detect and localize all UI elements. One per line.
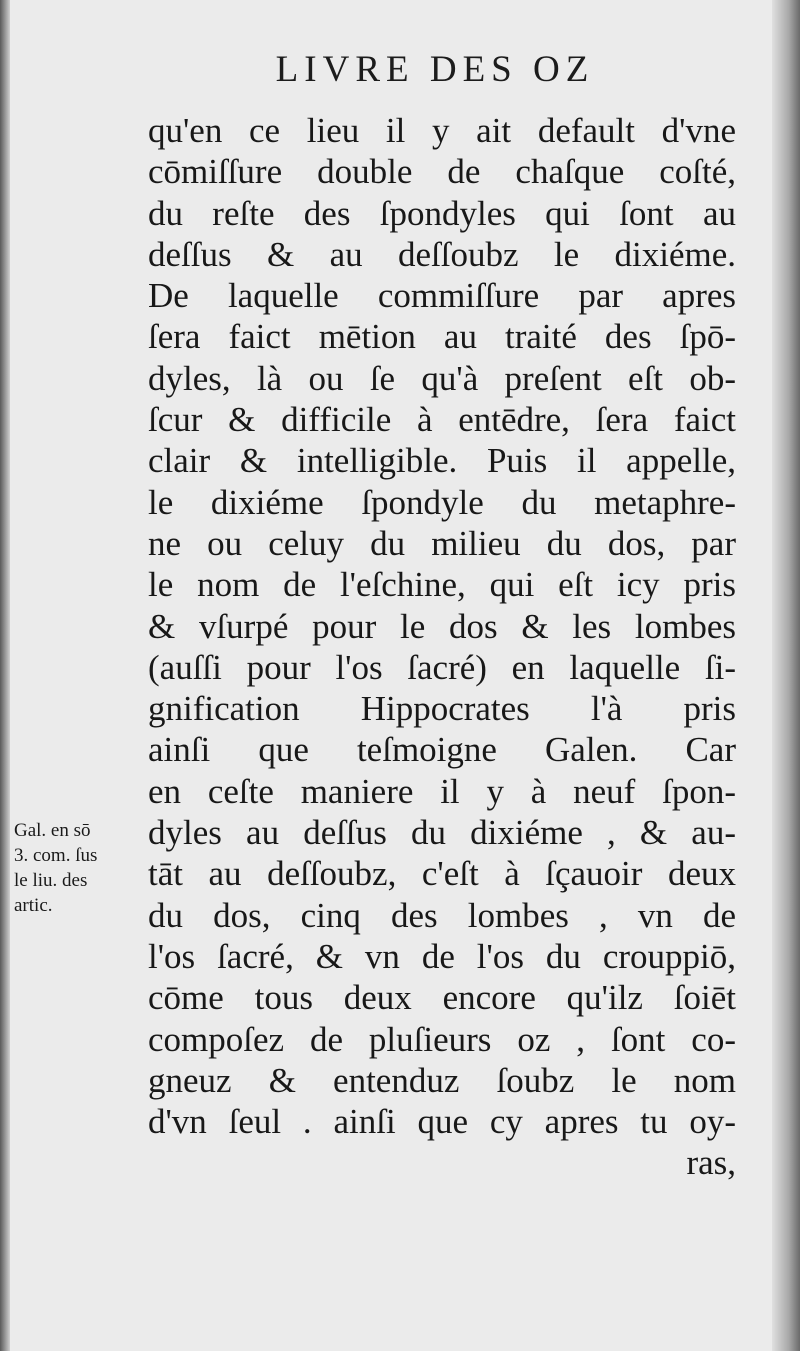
text-line: gnification Hippocrates l'à pris xyxy=(148,689,736,729)
text-line: qu'en ce lieu il y ait default d'vne xyxy=(148,111,736,150)
marginal-note-line: le liu. des xyxy=(14,870,88,891)
marginal-note-line: artic. xyxy=(14,895,53,916)
body-text xyxy=(148,110,736,1184)
marginal-note-line: Gal. en sō xyxy=(14,820,91,841)
text-line: dyles au deſſus du dixiéme , & au- xyxy=(148,813,736,853)
page-edge-shadow xyxy=(772,0,800,1351)
page-gutter-shadow xyxy=(0,0,10,1351)
text-line: compoſez de pluſieurs oz , ſont co- xyxy=(148,1019,736,1059)
text-line: & vſurpé pour le dos & les lombes xyxy=(148,606,736,646)
text-line: cōme tous deux encore qu'ilz ſoiēt xyxy=(148,978,736,1018)
text-line: du reſte des ſpondyles qui ſont au xyxy=(148,193,736,233)
text-line: ſera faict mētion au traité des ſpō- xyxy=(148,317,736,357)
text-line: cōmiſſure double de chaſque coſté, xyxy=(148,152,736,192)
text-line: deſſus & au deſſoubz le dixiéme. xyxy=(148,234,736,274)
text-line: le nom de l'eſchine, qui eſt icy pris xyxy=(148,565,736,605)
text-line: ne ou celuy du milieu du dos, par xyxy=(148,523,736,563)
marginal-note-line: 3. com. ſus xyxy=(14,845,98,866)
text-line: ſcur & difficile à entēdre, ſera faict xyxy=(148,400,736,440)
catchword: ras, xyxy=(686,1143,736,1183)
text-line: (auſſi pour l'os ſacré) en laquelle ſi- xyxy=(148,647,736,687)
text-line: l'os ſacré, & vn de l'os du crouppiō, xyxy=(148,936,736,976)
text-line: De laquelle commiſſure par apres xyxy=(148,276,736,316)
text-line: clair & intelligible. Puis il appelle, xyxy=(148,441,736,481)
text-line: ainſi que teſmoigne Galen. Car xyxy=(148,730,736,770)
text-line: d'vn ſeul . ainſi que cy apres tu oy- xyxy=(148,1102,736,1142)
text-line: tāt au deſſoubz, c'eſt à ſçauoir deux xyxy=(148,854,736,894)
text-line: dyles, là ou ſe qu'à preſent eſt ob- xyxy=(148,358,736,398)
text-line: le dixiéme ſpondyle du metaphre- xyxy=(148,482,736,522)
marginal-note xyxy=(14,818,144,918)
text-line: du dos, cinq des lombes , vn de xyxy=(148,895,736,935)
running-head: LIVRE DES OZ xyxy=(275,49,595,90)
text-line: en ceſte maniere il y à neuf ſpon- xyxy=(148,771,736,811)
text-line: gneuz & entenduz ſoubz le nom xyxy=(148,1060,736,1100)
